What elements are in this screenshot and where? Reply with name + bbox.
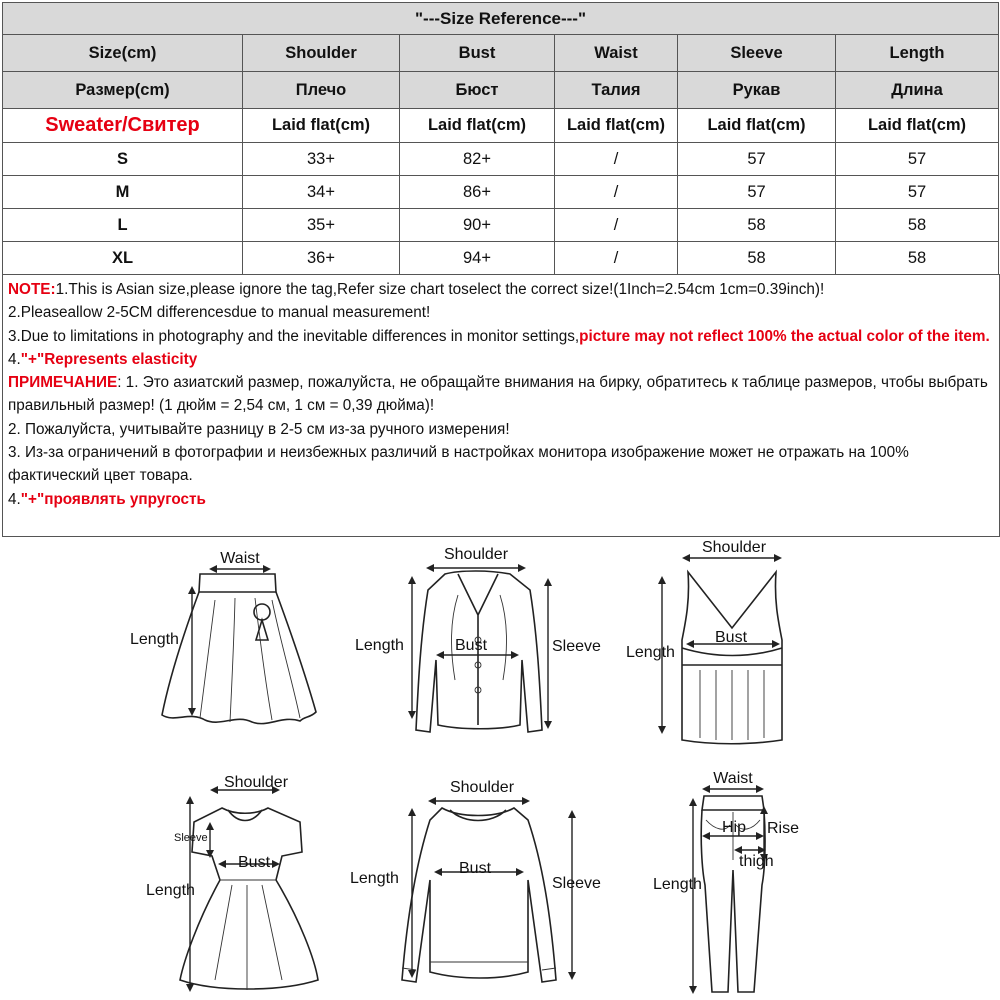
size-cell: M [3, 176, 243, 209]
skirt-diagram [130, 550, 316, 724]
pants-waist-label: Waist [713, 770, 753, 787]
note-3-text: 3.Due to limitations in photography and the inevitable differences in monitor settings, [8, 327, 580, 345]
jacket-sleeve-label: Sleeve [552, 638, 601, 655]
sweater-shoulder-label: Shoulder [449, 779, 515, 796]
note-2: 2.Pleaseallow 2-5CM differencesdue to manual measurement! [8, 304, 431, 322]
measure-label: Laid flat(cm) [555, 109, 678, 143]
header-waist-ru: Талия [555, 72, 678, 109]
table-cell: 57 [836, 143, 999, 176]
table-cell: 33+ [243, 143, 400, 176]
table-cell: 90+ [400, 209, 555, 242]
table-row [3, 176, 999, 209]
table-cell: 94+ [400, 242, 555, 275]
jacket-bust-label: Bust [455, 637, 488, 654]
dress-shoulder-label: Shoulder [223, 774, 289, 791]
size-cell: XL [3, 242, 243, 275]
dress-bust-label: Bust [238, 854, 271, 871]
table-cell: 58 [836, 209, 999, 242]
table-cell: / [555, 242, 678, 275]
tank-shoulder-label: Shoulder [701, 540, 767, 556]
header-size: Size(cm) [3, 35, 243, 72]
pants-diagram [653, 770, 799, 992]
note-ru-1 [8, 371, 994, 418]
note-1 [8, 278, 994, 301]
table-cell: / [555, 176, 678, 209]
pants-hip-label: Hip [722, 819, 747, 836]
note-ru-3: 3. Из-за ограничений в фотографии и неизбежных различий в настройках монитора изображение может не отражать на 100% фактический цвет товара. [8, 444, 909, 485]
size-cell: L [3, 209, 243, 242]
sweater-garment-icon [402, 808, 556, 982]
diagrams-svg [0, 540, 1000, 1000]
skirt-length-label: Length [130, 631, 179, 648]
measurement-diagrams [0, 540, 1000, 1000]
table-cell: 36+ [243, 242, 400, 275]
note-ru-1-text: : 1. Это азиатский размер, пожалуйста, не обращайте внимания на бирку, обратитесь к таблице размеров, чтобы выбрать правильный размер! (1 дюйм = 2,54 см, 1 см = 0,39 дюйма)! [8, 374, 988, 415]
note-3 [8, 325, 994, 348]
table-cell: 82+ [400, 143, 555, 176]
jacket-shoulder-label: Shoulder [443, 546, 509, 563]
measure-label: Laid flat(cm) [243, 109, 400, 143]
tank-diagram [626, 540, 782, 744]
dress-diagram [146, 774, 318, 990]
measure-label: Laid flat(cm) [400, 109, 555, 143]
measure-label: Laid flat(cm) [678, 109, 836, 143]
table-cell: 57 [678, 176, 836, 209]
size-table [2, 2, 999, 275]
header-row-ru [3, 72, 999, 109]
pants-rise-label: Rise [767, 820, 800, 837]
dress-sleeve-label: Sleeve [174, 832, 208, 844]
jacket-length-label: Length [355, 637, 404, 654]
header-sleeve: Sleeve [678, 35, 836, 72]
note-4-red: "+"Represents elasticity [20, 350, 198, 368]
table-cell: 58 [678, 242, 836, 275]
sweater-diagram [350, 779, 601, 982]
tank-garment-icon [682, 572, 782, 744]
header-length-ru: Длина [836, 72, 999, 109]
table-cell: / [555, 209, 678, 242]
table-cell: 86+ [400, 176, 555, 209]
tank-length-label: Length [626, 644, 675, 661]
measure-label: Laid flat(cm) [836, 109, 999, 143]
table-row [3, 143, 999, 176]
table-row [3, 242, 999, 275]
header-bust-ru: Бюст [400, 72, 555, 109]
table-cell: 35+ [243, 209, 400, 242]
note-1-text: 1.This is Asian size,please ignore the tag,Refer size chart toselect the correct size!(1Inch=2.54cm 1cm=0.39inch)! [55, 281, 825, 298]
sweater-length-label: Length [350, 870, 399, 887]
header-bust: Bust [400, 35, 555, 72]
table-cell: 34+ [243, 176, 400, 209]
header-shoulder-ru: Плечо [243, 72, 400, 109]
table-title: "---Size Reference---" [3, 3, 999, 35]
header-row [3, 35, 999, 72]
dress-length-label: Length [146, 882, 195, 899]
table-cell: 57 [678, 143, 836, 176]
note-3-red: picture may not reflect 100% the actual color of the item. [579, 327, 990, 345]
jacket-diagram [355, 546, 601, 732]
note-ru-label: ПРИМЕЧАНИЕ [8, 374, 118, 392]
pants-length-label: Length [653, 876, 702, 893]
table-row [3, 209, 999, 242]
note-ru-2: 2. Пожалуйста, учитывайте разницу в 2-5 см из-за ручного измерения! [8, 420, 510, 438]
table-cell: 58 [836, 242, 999, 275]
category-label: Sweater/Свитер [3, 109, 243, 143]
tank-bust-label: Bust [715, 629, 748, 646]
table-cell: 58 [678, 209, 836, 242]
measure-row [3, 109, 999, 143]
header-waist: Waist [555, 35, 678, 72]
header-size-ru: Размер(cm) [3, 72, 243, 109]
note-ru-4 [8, 488, 994, 511]
note-ru-4-prefix: 4. [8, 490, 21, 508]
note-4 [8, 348, 994, 371]
header-sleeve-ru: Рукав [678, 72, 836, 109]
sweater-bust-label: Bust [459, 860, 492, 877]
notes-box [2, 274, 1000, 537]
note-label: NOTE: [8, 281, 56, 298]
table-cell: 57 [836, 176, 999, 209]
table-cell: / [555, 143, 678, 176]
title-row [3, 3, 999, 35]
note-ru-4-red: "+"проявлять упругость [20, 490, 206, 508]
skirt-garment-icon [162, 574, 316, 724]
header-shoulder: Shoulder [243, 35, 400, 72]
sweater-sleeve-label: Sleeve [552, 875, 601, 892]
skirt-waist-label: Waist [220, 550, 260, 567]
header-length: Length [836, 35, 999, 72]
pants-thigh-label: thigh [739, 853, 774, 870]
size-cell: S [3, 143, 243, 176]
note-4-prefix: 4. [8, 350, 21, 368]
